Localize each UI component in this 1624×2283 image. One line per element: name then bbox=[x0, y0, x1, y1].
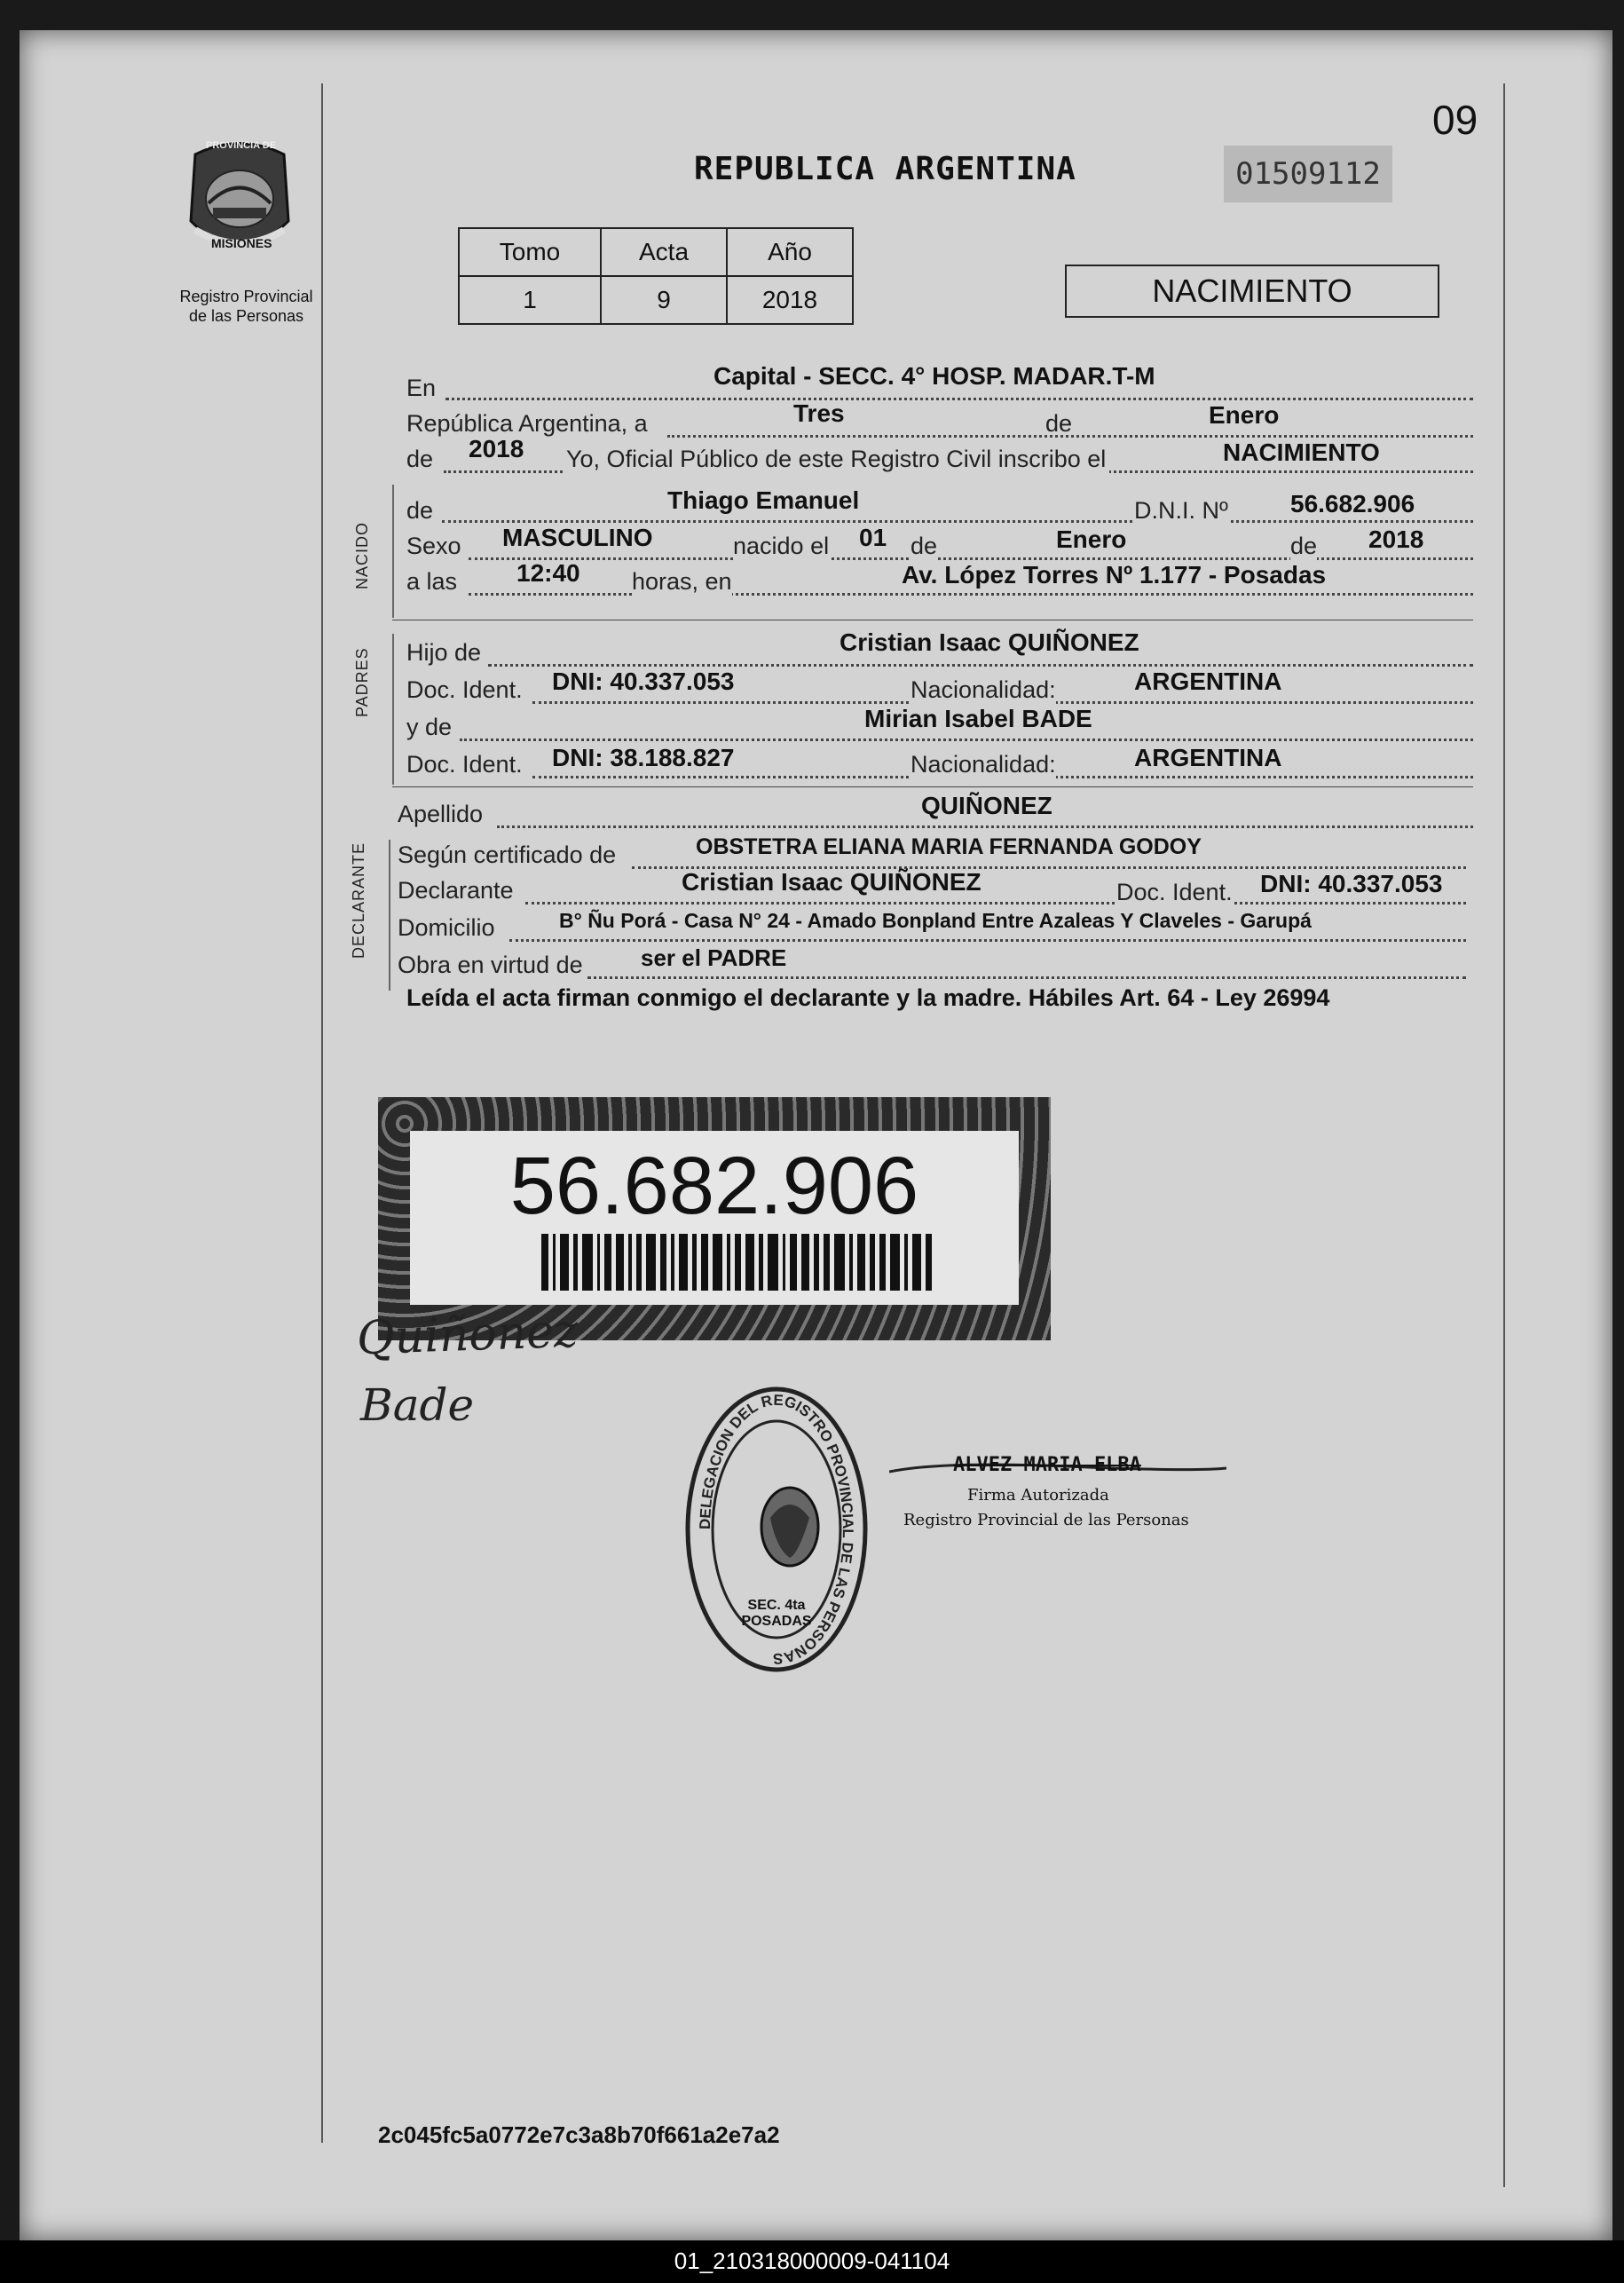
record-table bbox=[458, 227, 854, 325]
de-label: de bbox=[1290, 533, 1318, 559]
apellido-value: QUIÑONEZ bbox=[921, 792, 1052, 819]
footer-id: 01_210318000009-041104 bbox=[0, 2240, 1624, 2283]
obra-label: Obra en virtud de bbox=[398, 952, 583, 978]
registry-line-2: de las Personas bbox=[188, 307, 304, 325]
page-title: REPUBLICA ARGENTINA bbox=[694, 151, 1076, 187]
birth-month: Enero bbox=[1056, 525, 1127, 553]
dotted-line bbox=[587, 976, 1466, 979]
dni-sticker-number: 56.682.906 bbox=[509, 1141, 919, 1231]
misiones-seal bbox=[177, 137, 302, 270]
section-rule bbox=[389, 840, 390, 991]
dotted-line bbox=[460, 739, 1473, 741]
signature-quinonez: Quiñonez bbox=[356, 1304, 579, 1366]
dotted-line bbox=[469, 593, 1473, 596]
dotted-line bbox=[469, 557, 1473, 560]
stamp-inner-text: SEC. 4ta POSADAS bbox=[741, 1598, 812, 1629]
sexo-label: Sexo bbox=[406, 533, 461, 559]
dotted-line bbox=[442, 520, 1473, 523]
doc-label: Doc. Ident. bbox=[406, 751, 523, 778]
declarante-value: Cristian Isaac QUIÑONEZ bbox=[682, 868, 981, 896]
de-label: de bbox=[406, 497, 434, 524]
cert-value: OBSTETRA ELIANA MARIA FERNANDA GODOY bbox=[696, 834, 1202, 859]
page-number: 09 bbox=[1432, 97, 1478, 143]
en-value: Capital - SECC. 4° HOSP. MADAR.T-M bbox=[713, 362, 1155, 390]
official-name: ALVEZ MARIA ELBA bbox=[953, 1454, 1141, 1476]
domicilio-label: Domicilio bbox=[398, 914, 495, 941]
declarante-label-text: Declarante bbox=[398, 877, 514, 904]
table-cell: 2018 bbox=[727, 276, 853, 324]
dni-label: D.N.I. Nº bbox=[1134, 497, 1228, 524]
horas-label: horas, en bbox=[632, 568, 732, 595]
nacido-el-label: nacido el bbox=[733, 533, 830, 559]
section-rule bbox=[392, 485, 394, 618]
father-name: Cristian Isaac QUIÑONEZ bbox=[840, 628, 1139, 656]
closing-text: Leída el acta firman conmigo el declarante y la madre. Hábiles Art. 64 - Ley 26994 bbox=[406, 984, 1330, 1011]
child-dni: 56.682.906 bbox=[1290, 490, 1415, 517]
mother-nationality: ARGENTINA bbox=[1134, 744, 1282, 771]
birth-place: Av. López Torres Nº 1.177 - Posadas bbox=[902, 561, 1327, 589]
sexo-value: MASCULINO bbox=[502, 524, 653, 551]
dni-sticker-inner bbox=[410, 1131, 1019, 1305]
y-de-label: y de bbox=[406, 714, 453, 740]
official-role: Firma Autorizada bbox=[967, 1486, 1109, 1505]
table-cell: 1 bbox=[459, 276, 601, 324]
republica-label: República Argentina, a bbox=[406, 410, 648, 437]
en-label: En bbox=[406, 375, 437, 401]
dotted-line bbox=[497, 826, 1473, 828]
apellido-label: Apellido bbox=[398, 801, 484, 827]
domicilio-value: B° Ñu Porá - Casa N° 24 - Amado Bonpland Entre Azaleas Y Claveles - Garupá bbox=[559, 909, 1312, 932]
mother-doc: DNI: 38.188.827 bbox=[552, 744, 735, 771]
record-value: NACIMIENTO bbox=[1223, 438, 1380, 466]
father-nationality: ARGENTINA bbox=[1134, 668, 1282, 695]
dotted-line bbox=[525, 902, 1466, 905]
signature-bade: Bade bbox=[360, 1379, 475, 1431]
declarante-label: DECLARANTE bbox=[350, 841, 367, 959]
nacionalidad-label: Nacionalidad: bbox=[911, 751, 1056, 778]
dni-sticker bbox=[378, 1097, 1051, 1340]
table-header: Acta bbox=[601, 228, 727, 276]
seal-top-text: PROVINCIA DE bbox=[206, 140, 277, 151]
nacido-label: NACIDO bbox=[353, 521, 371, 589]
dotted-line bbox=[488, 664, 1473, 667]
father-doc: DNI: 40.337.053 bbox=[552, 668, 735, 695]
dotted-line bbox=[445, 398, 1473, 400]
year-value: 2018 bbox=[469, 435, 524, 462]
child-name: Thiago Emanuel bbox=[667, 486, 860, 514]
document-hash: 2c045fc5a0772e7c3a8b70f661a2e7a2 bbox=[378, 2121, 780, 2148]
birth-year: 2018 bbox=[1368, 525, 1424, 553]
official-office: Registro Provincial de las Personas bbox=[903, 1511, 1189, 1529]
nacionalidad-label: Nacionalidad: bbox=[911, 676, 1056, 703]
declarante-doc: DNI: 40.337.053 bbox=[1260, 870, 1443, 897]
birth-time: 12:40 bbox=[516, 559, 580, 587]
dotted-line bbox=[509, 939, 1466, 942]
margin-rule bbox=[321, 83, 323, 2143]
mother-name: Mirian Isabel BADE bbox=[864, 705, 1092, 732]
record-type-box: NACIMIENTO bbox=[1065, 265, 1439, 318]
hijo-label: Hijo de bbox=[406, 639, 482, 666]
doc-label: Doc. Ident. bbox=[406, 676, 523, 703]
month-value: Enero bbox=[1209, 401, 1280, 429]
padres-label: PADRES bbox=[353, 647, 371, 717]
registry-stamp bbox=[683, 1385, 870, 1674]
section-rule bbox=[392, 634, 394, 785]
doc-label: Doc. Ident. bbox=[1116, 879, 1233, 905]
divider bbox=[392, 786, 1473, 787]
officer-text: Yo, Oficial Público de este Registro Civil inscribo el bbox=[563, 446, 1109, 473]
table-header: Año bbox=[727, 228, 853, 276]
de-label: de bbox=[911, 533, 938, 559]
day-value: Tres bbox=[793, 399, 845, 427]
right-rule bbox=[1503, 83, 1505, 2187]
table-header: Tomo bbox=[459, 228, 601, 276]
table-cell: 9 bbox=[601, 276, 727, 324]
cert-label: Según certificado de bbox=[398, 841, 617, 868]
de2-label: de bbox=[406, 446, 434, 472]
a-las-label: a las bbox=[406, 568, 458, 595]
seal-bottom-text: MISIONES bbox=[211, 236, 272, 250]
barcode bbox=[541, 1234, 932, 1291]
de-label: de bbox=[1045, 410, 1073, 437]
certificate-sheet bbox=[20, 30, 1612, 2240]
registry-line-1: Registro Provincial bbox=[179, 288, 313, 305]
birth-day: 01 bbox=[859, 524, 887, 551]
obra-value: ser el PADRE bbox=[641, 944, 787, 971]
serial-number: 01509112 bbox=[1224, 146, 1392, 202]
stamp-outer-text: DELEGACION DEL REGISTRO PROVINCIAL DE LAS PERSONAS bbox=[696, 1391, 857, 1668]
